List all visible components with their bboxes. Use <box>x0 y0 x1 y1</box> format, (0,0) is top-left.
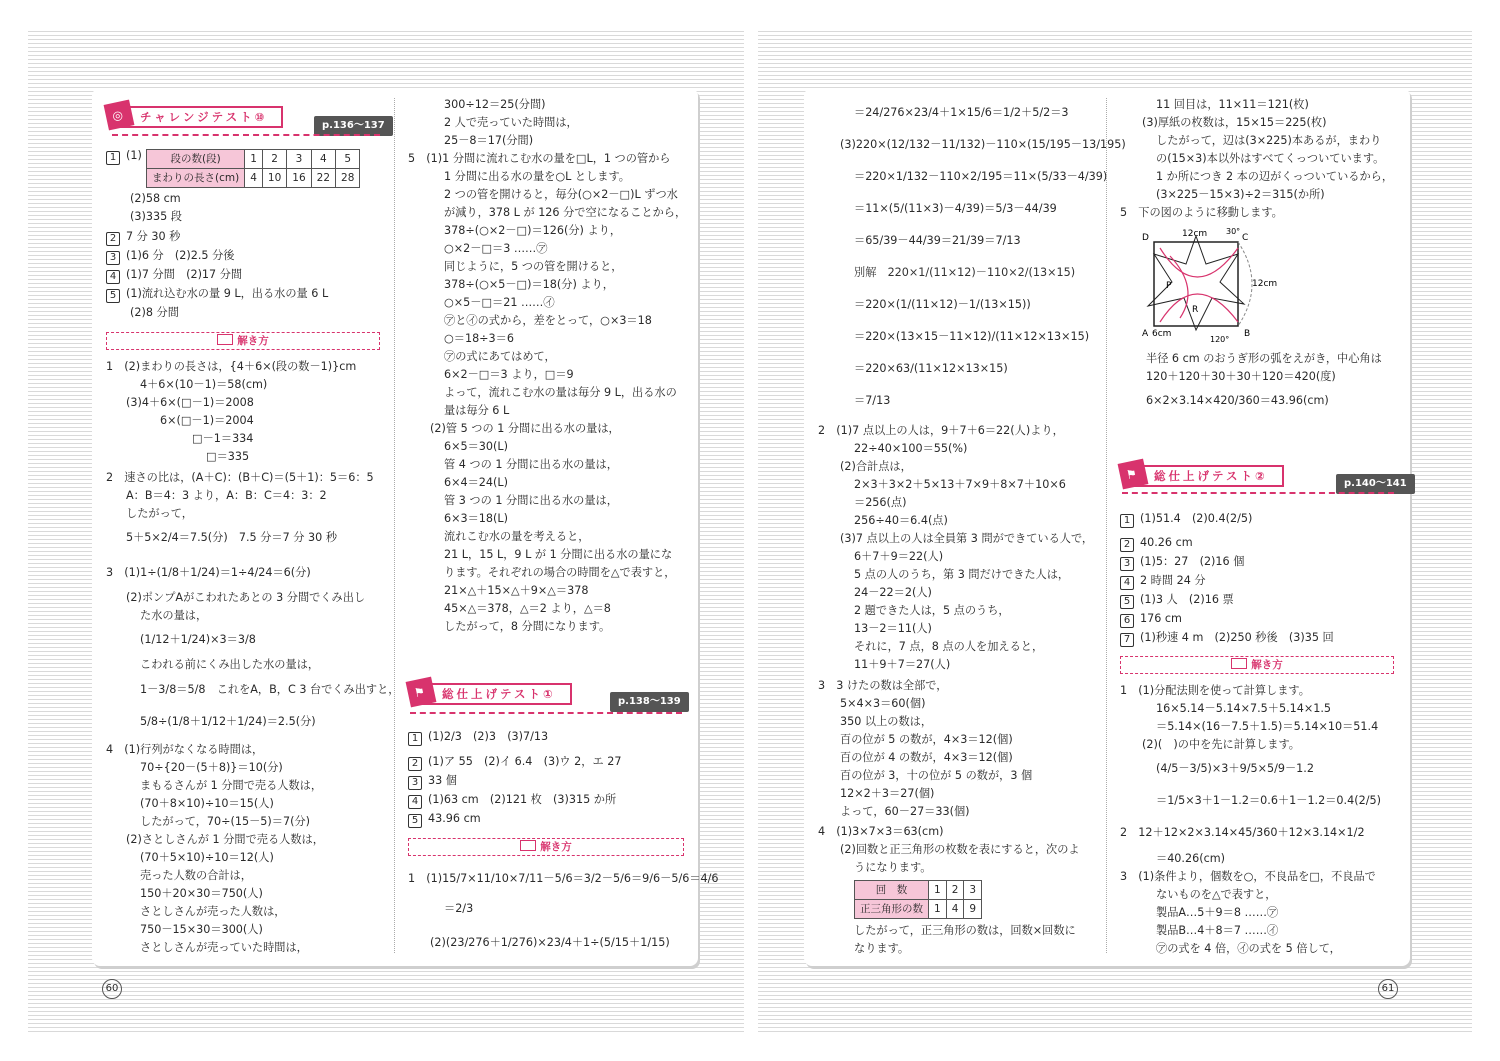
answer-text: (1)ア 55 (2)イ 6.4 (3)ウ 2，エ 27 <box>428 755 622 768</box>
work-line: 6＋7＋9＝22(人) <box>854 550 944 563</box>
label-angle-120: 120° <box>1210 335 1230 344</box>
answer-1-label: 1 (1) <box>106 147 142 165</box>
work-line: ります。それぞれの場合の時間を△で表すと， <box>444 566 676 579</box>
work-line: 6×5＝30(L) <box>444 440 508 453</box>
work-line: 2 速さの比は，(A＋C)：(B＋C)＝(5＋1)：5＝6：5 <box>106 471 374 484</box>
work-line: 百の位が 4 の数が，4×3＝12(個) <box>840 751 1013 764</box>
work-line: 4 (1)3×7×3＝63(cm) <box>818 825 944 838</box>
work-line: 同じように，5 つの管を開けると， <box>444 260 623 273</box>
work-line: 製品A…5＋9＝8 ……㋐ <box>1156 906 1279 919</box>
table-cell: 回 数 <box>855 881 929 900</box>
work-line: 11＋9＋7＝27(人) <box>854 658 951 671</box>
work-line: 12×2＋3＝27(個) <box>840 787 935 800</box>
work-line: さとしさんが売っていた時間は， <box>140 941 308 954</box>
answer-text: (1)63 cm (2)121 枚 (3)315 か所 <box>428 793 617 806</box>
answer-line: 3 (1)5：27 (2)16 個 <box>1120 553 1244 571</box>
work-line: ＝220×(13×15－11×12)/(11×12×13×15) <box>854 330 1090 343</box>
work-line: 6×(□－1)＝2004 <box>160 414 254 427</box>
answer-line: 4 2 時間 24 分 <box>1120 572 1206 590</box>
work-line: ＝256(点) <box>854 496 907 509</box>
table-cell: 5 <box>336 150 360 169</box>
answer-line: 1 (1)51.4 (2)0.4(2/5) <box>1120 510 1252 528</box>
right-page <box>804 88 1410 966</box>
final-test-1-page-range: p.138～139 <box>610 692 689 712</box>
solution-header: 解き方 <box>1120 656 1394 674</box>
answer-line: 5 43.96 cm <box>408 810 481 828</box>
work-line: 2 題できた人は，5 点のうち， <box>854 604 1010 617</box>
work-line: 流れこむ水の量を考えると， <box>444 530 590 543</box>
table-cell: 4 <box>311 150 335 169</box>
answer-text: 176 cm <box>1140 612 1182 625</box>
work-line: 2 12＋12×2×3.14×45/360＋12×3.14×1/2 <box>1120 826 1365 839</box>
work-line: た水の量は， <box>140 609 208 622</box>
work-line: ○＝18÷3＝6 <box>444 332 514 345</box>
answer-text: 40.26 cm <box>1140 536 1193 549</box>
answer-line: 5 (1)流れ込む水の量 9 L，出る水の量 6 L <box>106 285 328 303</box>
star-shape <box>1148 236 1244 330</box>
work-line: 量は毎分 6 L <box>444 404 510 417</box>
work-line: 2 人で売っていた時間は， <box>444 116 578 129</box>
divider <box>410 712 682 714</box>
work-line: ○×2－□＝3 ……㋐ <box>444 242 548 255</box>
work-line: 百の位が 5 の数が，4×3＝12(個) <box>840 733 1013 746</box>
work-line: 300÷12＝25(分間) <box>444 98 546 111</box>
work-line: (2)合計点は， <box>840 460 912 473</box>
table-cell: 3 <box>287 150 311 169</box>
work-line: 5 (1)1 分間に流れこむ水の量を□L，1 つの管から <box>408 152 671 165</box>
work-line: さとしさんが売った人数は， <box>140 905 286 918</box>
work-line: 120＋120＋30＋30＋120＝420(度) <box>1146 370 1336 383</box>
answer-line: (2)8 分間 <box>130 306 179 319</box>
work-line: 24－22＝2(人) <box>854 586 932 599</box>
work-line: 管 3 つの 1 分間に出る水の量は， <box>444 494 618 507</box>
work-line: 350 以上の数は， <box>840 715 933 728</box>
answer-text: (1)流れ込む水の量 9 L，出る水の量 6 L <box>126 287 329 300</box>
work-line: したがって，辺は(3×225)本あるが，まわり <box>1156 134 1382 147</box>
work-line: 2 つの管を開けると，毎分(○×2－□)L ずつ水 <box>444 188 678 201</box>
work-line: (2)ポンプAがこわれたあとの 3 分間でくみ出し <box>126 591 366 604</box>
work-line: 150＋20×30＝750(人) <box>140 887 263 900</box>
answer-text: 33 個 <box>428 774 457 787</box>
answer-text: 43.96 cm <box>428 812 481 825</box>
work-line: (3)7 点以上の人は全員第 3 問ができている人で， <box>840 532 1094 545</box>
table-cell: 段の数(段) <box>147 150 245 169</box>
solution-header: 解き方 <box>106 332 380 350</box>
work-line: ＝220×63/(11×12×13×15) <box>854 362 1008 375</box>
answer-text: (1)51.4 (2)0.4(2/5) <box>1140 512 1253 525</box>
work-line: 1 か所につき 2 本の辺がくっついているから， <box>1156 170 1394 183</box>
work-line: (3)220×(12/132－11/132)－110×(15/195－13/195) <box>840 138 1126 151</box>
final-test-2-page-range: p.140～141 <box>1336 474 1415 494</box>
label-p: P <box>1166 281 1172 291</box>
right-page-number: 61 <box>1378 979 1398 999</box>
arc-path <box>1160 294 1238 322</box>
work-line: 1 (1)15/7×11/10×7/11－5/6＝3/2－5/6＝9/6－5/6＝4/6 <box>408 872 719 885</box>
book-icon <box>1231 658 1247 669</box>
answer-text: 7 分 30 秒 <box>126 230 181 243</box>
work-line: 1 (1)分配法則を使って計算します。 <box>1120 684 1310 697</box>
answer-line: 2 (1)ア 55 (2)イ 6.4 (3)ウ 2，エ 27 <box>408 753 621 771</box>
work-line: それに，7 点，8 点の人を加えると， <box>854 640 1044 653</box>
table-cell: 2 <box>262 150 286 169</box>
work-line: (3)4＋6×(□－1)＝2008 <box>126 396 254 409</box>
answer-line: 5 (1)3 人 (2)16 票 <box>1120 591 1234 609</box>
table-cell: 4 <box>946 900 964 919</box>
table-cell: 1 <box>245 150 263 169</box>
flag-icon: ⚑ <box>1118 459 1149 490</box>
table-cell: 1 <box>929 900 947 919</box>
answer-text: (1)7 分間 (2)17 分間 <box>126 268 243 281</box>
triangle-table <box>854 880 982 919</box>
work-line: (2)回数と正三角形の枚数を表にすると，次のよ <box>840 843 1080 856</box>
column-divider <box>1106 98 1107 953</box>
work-line: ＝220×(1/(11×12)－1/(13×15)) <box>854 298 1031 311</box>
column-divider <box>394 98 395 953</box>
work-line: ㋐と㋑の式から，差をとって，○×3＝18 <box>444 314 652 327</box>
label-side-length: 12cm <box>1252 279 1278 289</box>
work-line: ＝40.26(cm) <box>1156 852 1225 865</box>
table-cell: 2 <box>946 881 964 900</box>
work-line: ＝65/39－44/39＝21/39＝7/13 <box>854 234 1021 247</box>
work-line: 製品B…4＋8＝7 ……㋑ <box>1156 924 1279 937</box>
table-cell: 1 <box>929 881 947 900</box>
label-angle-30: 30° <box>1226 227 1241 236</box>
work-line: 1 分間に出る水の量を○L とします。 <box>444 170 630 183</box>
divider <box>112 134 380 136</box>
work-line: 21 L，15 L，9 L が 1 分間に出る水の量にな <box>444 548 673 561</box>
work-line: (3×225－15×3)÷2＝315(か所) <box>1156 188 1325 201</box>
solution-header: 解き方 <box>408 838 684 856</box>
label-base-length: 6cm <box>1152 329 1172 339</box>
challenge-test-title: ◎ チャレンジテスト⑩ <box>110 106 283 128</box>
work-line: 百の位が 3，十の位が 5 の数が，3 個 <box>840 769 1033 782</box>
work-line: (3)厚紙の枚数は，15×15＝225(枚) <box>1142 116 1327 129</box>
work-line: 45×△＝378，△＝2 より，△＝8 <box>444 602 611 615</box>
label-b: B <box>1244 329 1251 339</box>
left-page <box>92 88 719 966</box>
work-line: ＝24/276×23/4＋1×15/6＝1/2＋5/2＝3 <box>854 106 1069 119</box>
work-line <box>854 264 1075 282</box>
table-cell: 3 <box>964 881 982 900</box>
final-test-1-title: ⚑ 総仕上げテスト① <box>412 683 572 705</box>
answer-text: (1)秒速 4 m (2)250 秒後 (3)35 回 <box>1140 631 1334 644</box>
work-line: □＝335 <box>206 450 250 463</box>
work-line: 13－2＝11(人) <box>854 622 932 635</box>
answer-line: 4 (1)63 cm (2)121 枚 (3)315 か所 <box>408 791 616 809</box>
answer-line: (3)335 段 <box>130 210 182 223</box>
work-line: ○×5－□＝21 ……㋑ <box>444 296 555 309</box>
work-line: 2 (1)7 点以上の人は，9＋7＋6＝22(人)より， <box>818 424 1064 437</box>
alt-solution-text: 別解 220×1/(11×12)－110×2/(13×15) <box>854 266 1076 279</box>
work-line: 4＋6×(10－1)＝58(cm) <box>140 378 268 391</box>
dashed-arc <box>1238 242 1252 326</box>
work-line: まもるさんが 1 分間で売る人数は， <box>140 779 323 792</box>
work-line: (70＋5×10)÷10＝12(人) <box>140 851 274 864</box>
work-line: ㋐の式を 4 倍，㋑の式を 5 倍して， <box>1156 942 1341 955</box>
work-line: 1－3/8＝5/8 これをA，B，C 3 台でくみ出すと， <box>140 683 400 696</box>
label-r: R <box>1192 305 1199 315</box>
work-line: 売った人数の合計は， <box>140 869 252 882</box>
work-line: ＝220×1/132－110×2/195＝11×(5/33－4/39) <box>854 170 1108 183</box>
answer-line: 7 (1)秒速 4 m (2)250 秒後 (3)35 回 <box>1120 629 1334 647</box>
work-line: 750－15×30＝300(人) <box>140 923 263 936</box>
work-line: (2)管 5 つの 1 分間に出る水の量は， <box>430 422 620 435</box>
work-line: 70÷{20－(5＋8)}＝10(分) <box>140 761 283 774</box>
work-line: (1/12＋1/24)×3＝3/8 <box>140 633 256 646</box>
work-line: (2)さとしさんが 1 分間で売る人数は， <box>126 833 324 846</box>
work-line: の(15×3)本以外はすべてくっついています。 <box>1156 152 1385 165</box>
work-line: (70＋8×10)÷10＝15(人) <box>140 797 274 810</box>
flag-icon: ⚑ <box>406 677 437 708</box>
work-line: 6×3＝18(L) <box>444 512 508 525</box>
work-line: A：B＝4：3 より，A：B：C＝4：3：2 <box>126 489 327 502</box>
work-line: したがって，正三角形の数は，回数×回数に <box>854 924 1076 937</box>
challenge-page-range: p.136～137 <box>314 116 393 136</box>
label-a: A <box>1142 329 1149 339</box>
work-line: ㋐の式にあてはめて， <box>444 350 556 363</box>
work-line: ＝11×(5/(11×3)－4/39)＝5/3－44/39 <box>854 202 1057 215</box>
work-line: 3 3 けたの数は全部で， <box>818 679 948 692</box>
work-line: ＝5.14×(16－7.5＋1.5)＝5.14×10＝51.4 <box>1156 720 1379 733</box>
work-line: 3 (1)1÷(1/8＋1/24)＝1÷4/24＝6(分) <box>106 566 311 579</box>
stage-table <box>146 149 360 188</box>
work-line: 管 4 つの 1 分間に出る水の量は， <box>444 458 618 471</box>
work-line: 21×△＋15×△＋9×△＝378 <box>444 584 589 597</box>
work-line: 1 (2)まわりの長さは，{4＋6×(段の数－1)}cm <box>106 360 357 373</box>
work-line: 6×2－□＝3 より，□＝9 <box>444 368 574 381</box>
work-line: なります。 <box>854 942 910 955</box>
target-icon: ◎ <box>104 100 135 131</box>
work-line: (2)( )の中を先に計算します。 <box>1142 738 1300 751</box>
work-line: 5×4×3＝60(個) <box>840 697 926 710</box>
work-line: 378÷(○×5－□)＝18(分) より， <box>444 278 614 291</box>
work-line: 半径 6 cm のおうぎ形の弧をえがき，中心角は <box>1146 352 1382 365</box>
answer-text: 2 時間 24 分 <box>1140 574 1206 587</box>
book-icon <box>520 840 536 851</box>
table-cell: 16 <box>287 169 311 188</box>
work-line: 6×4＝24(L) <box>444 476 508 489</box>
work-line: うになります。 <box>854 861 932 874</box>
answer-text: (1)3 人 (2)16 票 <box>1140 593 1234 606</box>
answer-line: 3 33 個 <box>408 772 457 790</box>
answer-line: 2 7 分 30 秒 <box>106 228 180 246</box>
answer-line: (2)58 cm <box>130 192 181 205</box>
answer-text: (1)2/3 (2)3 (3)7/13 <box>428 730 549 743</box>
work-line: 25－8＝17(分間) <box>444 134 534 147</box>
table-cell: 正三角形の数 <box>855 900 929 919</box>
answer-line: 4 (1)7 分間 (2)17 分間 <box>106 266 242 284</box>
work-line: 5/8÷(1/8＋1/12＋1/24)＝2.5(分) <box>140 715 316 728</box>
table-cell: 4 <box>245 169 263 188</box>
work-line: 5 点の人のうち，第 3 問だけできた人は， <box>854 568 1070 581</box>
work-line: 378÷(○×2－□)＝126(分) より， <box>444 224 622 237</box>
work-line: したがって，8 分間になります。 <box>444 620 611 633</box>
book-icon <box>217 334 233 345</box>
answer-line: 1 (1)2/3 (2)3 (3)7/13 <box>408 728 548 746</box>
label-d: D <box>1142 233 1149 243</box>
work-line: 2×3＋3×2＋5×13＋7×9＋8×7＋10×6 <box>854 478 1066 491</box>
work-line: 4 (1)行列がなくなる時間は， <box>106 743 264 756</box>
work-line: 16×5.14－5.14×7.5＋5.14×1.5 <box>1156 702 1332 715</box>
table-cell: 10 <box>262 169 286 188</box>
work-line: したがって， <box>126 507 193 520</box>
work-line: (4/5－3/5)×3＋9/5×5/9－1.2 <box>1156 762 1314 775</box>
work-line: ＝1/5×3＋1－1.2＝0.6＋1－1.2＝0.4(2/5) <box>1156 794 1381 807</box>
table-cell: まわりの長さ(cm) <box>147 169 245 188</box>
work-line: よって，流れこむ水の量は毎分 9 L，出る水の <box>444 386 677 399</box>
work-line: 6×2×3.14×420/360＝43.96(cm) <box>1146 394 1329 407</box>
work-line: 5 下の図のように移動します。 <box>1120 206 1283 219</box>
work-line: 3 (1)条件より，個数を○，不良品を□，不良品で <box>1120 870 1376 883</box>
work-line: □－1＝334 <box>192 432 254 445</box>
work-line: ＝2/3 <box>444 902 474 915</box>
final-test-2-title: ⚑ 総仕上げテスト② <box>1124 465 1284 487</box>
label-c: C <box>1242 233 1249 243</box>
divider <box>1122 492 1394 494</box>
work-line: したがって，70÷(15－5)＝7(分) <box>140 815 311 828</box>
answer-text: (1)6 分 (2)2.5 分後 <box>126 249 235 262</box>
work-line: 11 回目は，11×11＝121(枚) <box>1156 98 1309 111</box>
work-line: 22÷40×100＝55(%) <box>854 442 968 455</box>
label-top-length: 12cm <box>1182 229 1208 239</box>
work-line: (2)(23/276＋1/276)×23/4＋1÷(5/15＋1/15) <box>430 936 670 949</box>
answer-line: 3 (1)6 分 (2)2.5 分後 <box>106 247 234 265</box>
work-line: こわれる前にくみ出した水の量は， <box>140 658 320 671</box>
square-rotation-diagram <box>1140 226 1290 346</box>
work-line: ないものを△で表すと， <box>1156 888 1277 901</box>
work-line: 5＋5×2/4＝7.5(分) 7.5 分＝7 分 30 秒 <box>126 531 338 544</box>
left-page-number: 60 <box>102 979 122 999</box>
work-line: が減り，378 L が 126 分で空になることから， <box>444 206 687 219</box>
table-cell: 9 <box>964 900 982 919</box>
work-line: 256÷40＝6.4(点) <box>854 514 948 527</box>
table-cell: 22 <box>311 169 335 188</box>
work-line: ＝7/13 <box>854 394 891 407</box>
answer-line: 6 176 cm <box>1120 610 1182 628</box>
answer-line: 2 40.26 cm <box>1120 534 1193 552</box>
answer-text: (1)5：27 (2)16 個 <box>1140 555 1245 568</box>
work-line: よって，60－27＝33(個) <box>840 805 970 818</box>
table-cell: 28 <box>336 169 360 188</box>
